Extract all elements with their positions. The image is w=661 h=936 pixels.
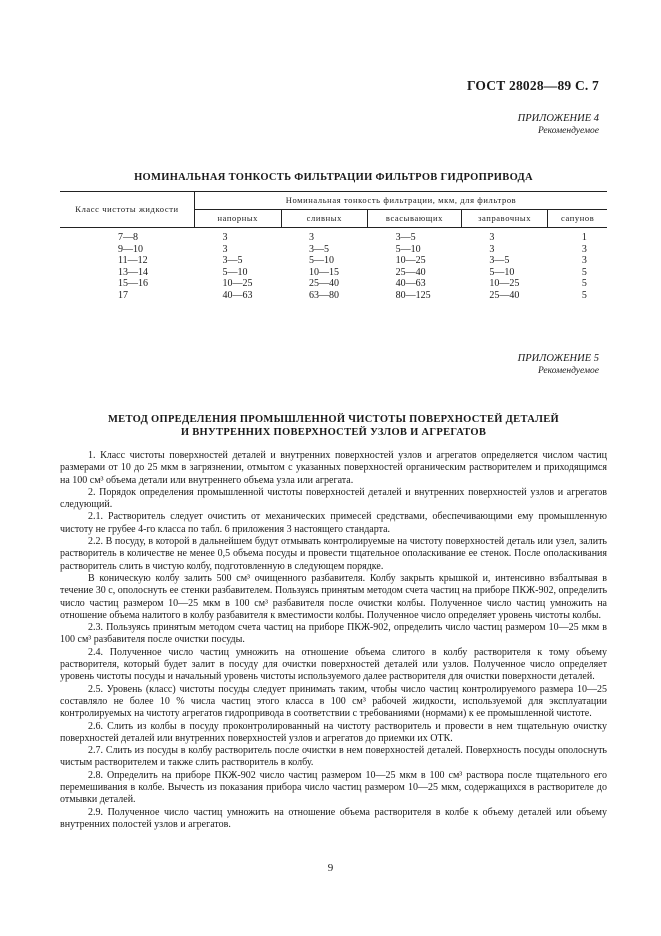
appendix-5-label: [518, 352, 599, 378]
table-cell: 3: [581, 255, 587, 267]
table-row: [60, 255, 607, 267]
table-cell: 13—14: [118, 266, 148, 278]
paragraph: 2.5. Уровень (класс) чистоты посуды следует принимать таким, чтобы число частиц контролируемого размера 10—25 составляло не более 10 % числа частиц этого класса в 100 см³ рабочей жидкости, используемой для эксплуатации контролируемых на чистоту агрегатов гидропривода в соответствии с требованиями (нормами) к ее промышленной чистоте.: [60, 683, 607, 720]
method-title: [60, 413, 607, 439]
column-header: заправочных: [461, 210, 548, 228]
table-row: [60, 278, 607, 290]
paragraph: 1. Класс чистоты поверхностей деталей и внутренних поверхностей узлов и агрегатов определяется числом частиц размерами от 10 до 25 мкм в загрязнении, отмытом с указанных поверхностей органическим растворителем и приходящимся на 100 см³ объема детали или внутреннего объема узла или агрегата.: [60, 450, 607, 486]
table-cell: 3: [489, 243, 495, 255]
table-cell: 25—40: [309, 278, 340, 290]
paragraph: 2.7. Слить из посуды в колбу растворитель после очистки в нем поверхностей деталей. Поверхность посуды ополоснуть чистым растворителем и также слить растворитель в колбу.: [60, 745, 607, 769]
paragraph: 2.1. Растворитель следует очистить от механических примесей средствами, обеспечивающими ему промышленную чистоту не грубее 4-го класса по табл. 6 приложения 3 настоящего стандарта.: [60, 511, 607, 535]
table-cell: 3: [222, 243, 228, 255]
paragraph: 2.8. Определить на приборе ПКЖ-902 число частиц размером 10—25 мкм в 100 см³ раствора после тщательного его перемешивания в колбе. Вычесть из показания прибора число частиц размером 10—25 мкм, содержащихся в растворителе до отмывки деталей.: [60, 769, 607, 806]
filtration-table: [60, 191, 607, 301]
table-cell: 5—10: [222, 266, 248, 278]
appendix-4-title: ПРИЛОЖЕНИЕ 4: [517, 113, 599, 124]
paragraph: 2.6. Слить из колбы в посуду проконтролированный на чистоту растворитель и провести в нем тщательную очистку поверхностей деталей или внутренних поверхностей узлов и агрегатов до приемки их ОТК.: [60, 720, 607, 744]
appendix-5-title: ПРИЛОЖЕНИЕ 5: [517, 353, 599, 364]
table-cell: 11—12: [118, 255, 148, 267]
table-cell: 63—80: [309, 289, 340, 301]
table-cell: 5—10: [489, 266, 515, 278]
table-cell: 5: [581, 266, 587, 278]
table-cell: 3: [309, 232, 315, 244]
table-cell: 3—5: [489, 255, 510, 267]
class-header: Класс чистоты жидкости: [60, 192, 195, 228]
table-cell: 3—5: [222, 255, 243, 267]
table-cell: 25—40: [489, 289, 520, 301]
table-cell: 1: [581, 232, 587, 244]
method-title-line-2: И ВНУТРЕННИХ ПОВЕРХНОСТЕЙ УЗЛОВ И АГРЕГАТОВ: [180, 427, 487, 438]
paragraph: 2.9. Полученное число частиц умножить на отношение объема растворителя в колбе к объему деталей или объему внутренних полостей узлов и агрегатов.: [60, 806, 607, 830]
paragraph: В коническую колбу залить 500 см³ очищенного разбавителя. Колбу закрыть крышкой и, интенсивно взбалтывая в течение 30 с, ополоснуть ее стенки разбавителем. Пользуясь принятым методом счета частиц на приборе ПКЖ-902, определить число частиц размером 10—25 мкм в 100 см³ разбавителя после очистки колбы. Полученное число частиц умножить на отношение объема налитого в колбу разбавителя к вместимости колбы. Полученное число определяет уровень чистоты колбы.: [60, 572, 607, 621]
table-cell: 80—125: [395, 289, 431, 301]
table-cell: 25—40: [395, 266, 426, 278]
paragraph: 2. Порядок определения промышленной чистоты поверхностей деталей и внутренних поверхностей узлов и агрегатов следующий.: [60, 486, 607, 511]
column-header: всасывающих: [368, 210, 462, 228]
paragraph: 2.4. Полученное число частиц умножить на отношение объема слитого в колбу растворителя к тому объему растворителя, который будет залит в посуду для очистки поверхностей деталей или узлов. Полученное число определяет уровень чистоты посуды и начальный уровень чистоты используемого далее растворителя для очистки поверхности деталей.: [60, 646, 607, 683]
table-cell: 3: [581, 243, 587, 255]
column-header: сливных: [281, 210, 368, 228]
table-cell: 7—8: [118, 232, 138, 244]
table-cell: 3: [489, 232, 495, 244]
table-cell: 5—10: [395, 243, 421, 255]
column-header: сапунов: [548, 210, 607, 228]
table-cell: 3: [222, 232, 228, 244]
table-cell: 17: [118, 289, 128, 301]
method-title-line-1: МЕТОД ОПРЕДЕЛЕНИЯ ПРОМЫШЛЕННОЙ ЧИСТОТЫ ПОВЕРХНОСТЕЙ ДЕТАЛЕЙ: [107, 414, 560, 425]
appendix-4-status: Рекомендуемое: [537, 126, 599, 136]
table-cell: 40—63: [395, 278, 426, 290]
table-cell: 5—10: [309, 255, 335, 267]
table-cell: 3—5: [395, 232, 416, 244]
paragraph: 2.3. Пользуясь принятым методом счета частиц на приборе ПКЖ-902, определить число частиц размером 10—25 мкм в 100 см³ разбавителя после очистки посуды.: [60, 622, 607, 646]
table-cell: 3—5: [309, 243, 330, 255]
table-cell: 40—63: [222, 289, 253, 301]
table-row: [60, 267, 607, 279]
method-body: [60, 450, 607, 831]
page-number: 9: [327, 862, 334, 874]
group-header: Номинальная тонкость фильтрации, мкм, для фильтров: [195, 192, 608, 210]
table-cell: 10—25: [222, 278, 253, 290]
table-row: [60, 290, 607, 302]
table-cell: 15—16: [118, 278, 148, 290]
column-header: напорных: [195, 210, 282, 228]
table-cell: 9—10: [118, 243, 143, 255]
table-cell: 5: [581, 289, 587, 301]
table-row: [60, 244, 607, 256]
table-row: [60, 228, 607, 244]
table-title: НОМИНАЛЬНАЯ ТОНКОСТЬ ФИЛЬТРАЦИИ ФИЛЬТРОВ ГИДРОПРИВОДА: [134, 172, 533, 183]
table-cell: 5: [581, 278, 587, 290]
appendix-4-label: [518, 112, 599, 138]
standard-header: ГОСТ 28028—89 С. 7: [466, 78, 599, 93]
appendix-5-status: Рекомендуемое: [537, 366, 599, 376]
paragraph: 2.2. В посуду, в которой в дальнейшем будут отмывать контролируемые на чистоту поверхностей деталь или узел, залить растворитель в количестве не менее 0,5 объема посуды и провести тщательное ополаскивание ее стенок. После ополаскивания растворитель слить в чистую колбу, подготовленную в следующем порядке.: [60, 536, 607, 572]
table-cell: 10—25: [395, 255, 426, 267]
table-cell: 10—25: [489, 278, 520, 290]
table-cell: 10—15: [309, 266, 340, 278]
